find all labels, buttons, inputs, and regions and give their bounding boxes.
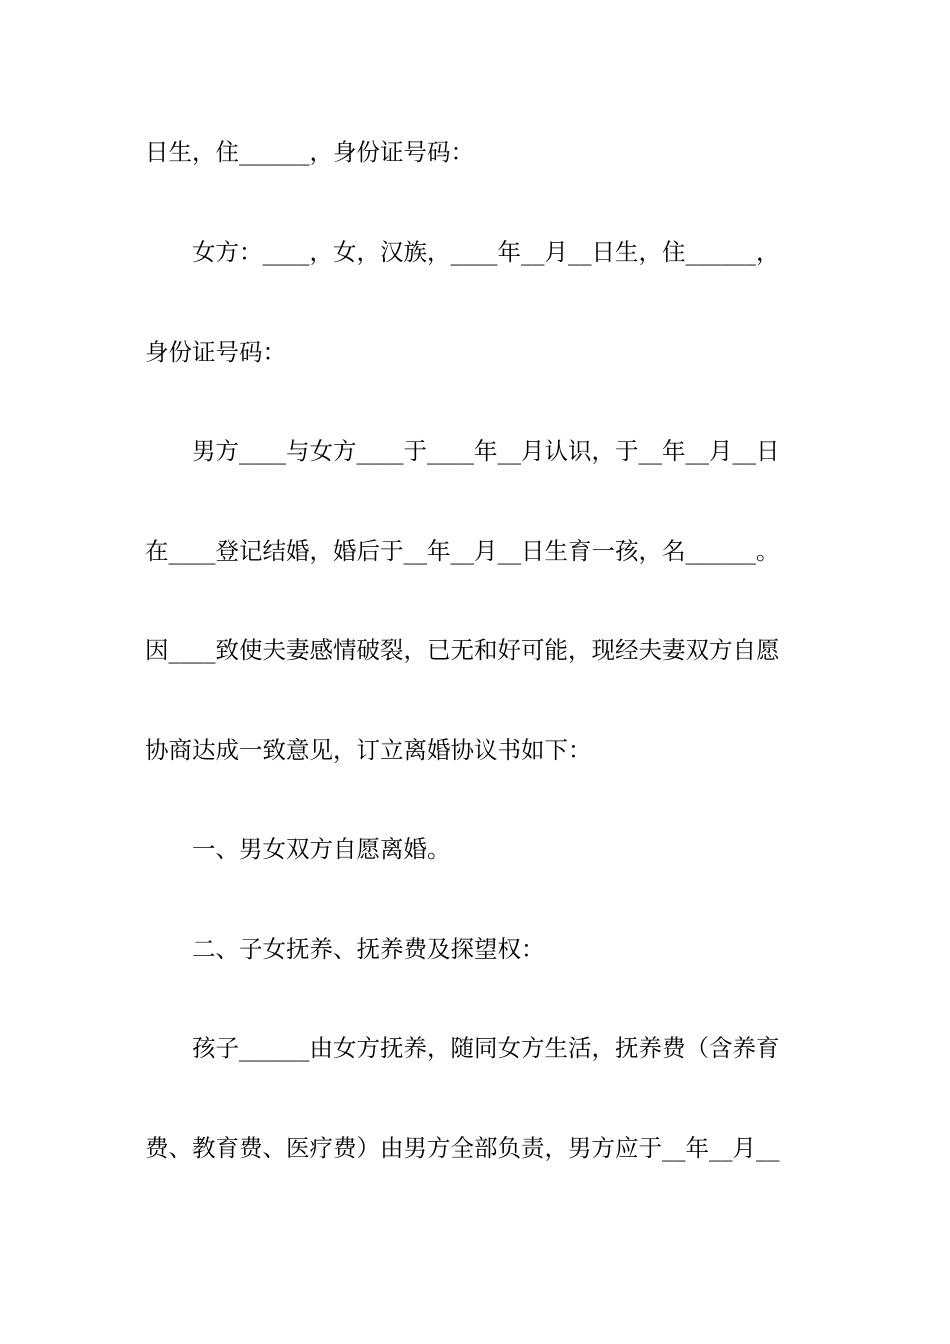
text-line-1: 日生，住______，身份证号码：: [145, 138, 474, 166]
text-line-2: 女方：____，女，汉族，____年__月__日生，住______，: [192, 238, 780, 266]
text-line-6: 因____致使夫妻感情破裂，已无和好可能，现经夫妻双方自愿: [145, 636, 780, 664]
text-line-5: 在____登记结婚，婚后于__年__月__日生育一孩，名______。: [145, 537, 780, 565]
text-line-4: 男方____与女方____于____年__月认识，于__年__月__日: [192, 437, 780, 465]
text-line-3: 身份证号码：: [145, 338, 286, 366]
text-line-8: 一、男女双方自愿离婚。: [192, 835, 451, 863]
text-line-10: 孩子______由女方抚养，随同女方生活，抚养费（含养育: [192, 1034, 780, 1062]
text-line-7: 协商达成一致意见，订立离婚协议书如下：: [145, 736, 592, 764]
text-line-9: 二、子女抚养、抚养费及探望权：: [192, 935, 545, 963]
text-line-11: 费、教育费、医疗费）由男方全部负责，男方应于__年__月__: [145, 1134, 780, 1162]
